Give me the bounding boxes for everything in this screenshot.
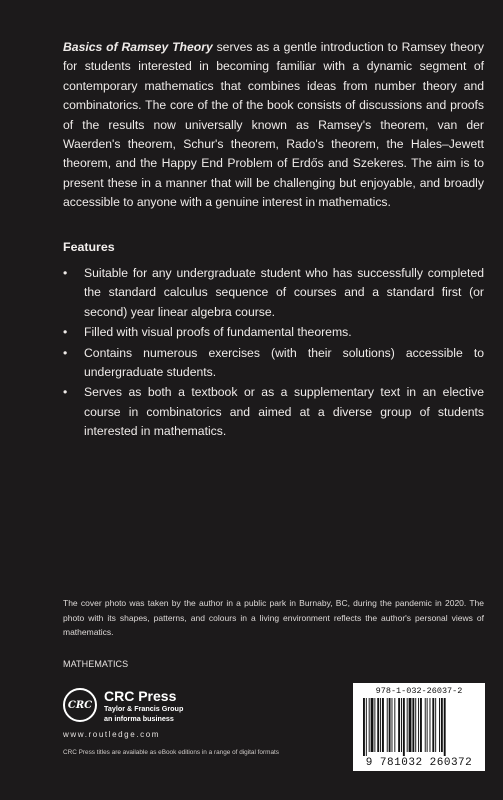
isbn-barcode: [353, 683, 485, 771]
book-description: [63, 38, 484, 213]
feature-text: Filled with visual proofs of fundamental theorems.: [84, 325, 352, 340]
feature-item: [63, 264, 484, 322]
feature-text: Contains numerous exercises (with their solutions) accessible to undergraduate students.: [84, 345, 484, 380]
subject-category: MATHEMATICS: [63, 659, 129, 669]
bullet-icon: •: [63, 345, 68, 360]
publisher-website: www.routledge.com: [63, 730, 161, 739]
feature-text: Serves as both a textbook or as a supplementary text in an elective course in combinatorics and aimed at a diverse group of students interested in mathematics.: [84, 385, 484, 439]
bullet-icon: •: [63, 325, 68, 340]
barcode-digits: 9 781032 260372: [365, 757, 473, 769]
feature-item: [63, 344, 484, 383]
barcode-bars-icon: [363, 698, 475, 756]
publisher-tagline: an informa business: [104, 714, 174, 723]
crc-logo-icon: [63, 688, 97, 722]
publisher-brand: [104, 688, 183, 724]
features-heading: Features: [63, 240, 115, 254]
cover-photo-note: The cover photo was taken by the author in a public park in Burnaby, BC, during the pandemic in 2020. The photo with its shapes, patterns, and colours in a living environment reflects the author's personal views of mathematics.: [63, 598, 484, 638]
feature-text: Suitable for any undergraduate student who has successfully completed the standard calculus sequence of courses and a standard first (or second) year linear algebra course.: [84, 266, 484, 319]
publisher-name: CRC Press: [104, 688, 177, 704]
book-title: Basics of Ramsey Theory: [63, 40, 213, 54]
feature-item: [63, 383, 484, 441]
bullet-icon: •: [63, 266, 68, 280]
features-list: [63, 264, 484, 443]
publisher-group: Taylor & Francis Group: [104, 704, 184, 713]
bullet-icon: •: [63, 385, 68, 400]
ebook-note: CRC Press titles are available as eBook editions in a range of digital formats: [63, 749, 279, 756]
feature-item: [63, 323, 484, 342]
book-description-text: serves as a gentle introduction to Ramsey theory for students interested in becoming familiar with a dynamic segment of contemporary mathematics that combines ideas from number theory and combinatorics. The core of the of the book consists of discussions and proofs of the results now universally known as Ramsey's theorem, van der Waerden's theorem, Schur's theorem, Rado's theorem, the Hales–Jewett theorem, and the Happy End Problem of Erdős and Szekeres. The aim is to present these in a manner that will be challenging but enjoyable, and broadly accessible to anyone with a genuine interest in mathematics.: [63, 40, 484, 210]
isbn-number: 978-1-032-26037-2: [375, 686, 463, 696]
crc-logo-text: CRC: [67, 699, 93, 711]
